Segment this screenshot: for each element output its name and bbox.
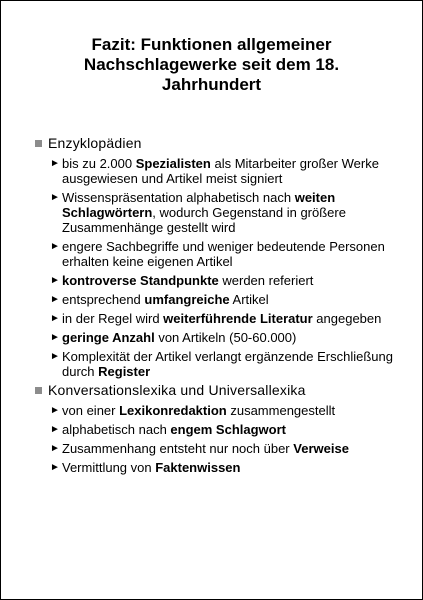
list-item (1, 190, 422, 235)
list-item (1, 403, 422, 418)
arrow-bullet-icon: ► (50, 424, 60, 435)
item-text: Komplexität der Artikel verlangt ergänzende Erschließung durch (62, 349, 393, 379)
square-bullet-icon (35, 387, 42, 394)
item-text: als Mitarbeiter großer Werke ausgewiesen und Artikel meist signiert (62, 156, 379, 186)
item-text: angegeben (312, 311, 382, 326)
list-item (1, 311, 422, 326)
arrow-bullet-icon: ► (50, 351, 60, 362)
arrow-bullet-icon: ► (50, 158, 60, 169)
item-text: Wissenspräsentation alphabetisch nach (62, 190, 295, 205)
arrow-bullet-icon: ► (50, 192, 60, 203)
item-text: entsprechend (62, 292, 145, 307)
arrow-bullet-icon: ► (50, 313, 60, 324)
emphasis-text: engem Schlagwort (170, 422, 286, 437)
emphasis-text: geringe Anzahl (62, 330, 155, 345)
section-heading (1, 135, 422, 152)
item-text: von Artikeln (50-60.000) (154, 330, 297, 345)
arrow-bullet-icon: ► (50, 241, 60, 252)
emphasis-text: Spezialisten (135, 156, 211, 171)
arrow-bullet-icon: ► (50, 332, 60, 343)
item-text: von einer (62, 403, 120, 418)
section-heading-text: Konversationslexika und Universallexika (48, 382, 306, 398)
emphasis-text: Faktenwissen (155, 460, 241, 475)
bullet-list (1, 132, 422, 475)
arrow-bullet-icon: ► (50, 462, 60, 473)
slide-title (1, 35, 422, 95)
arrow-bullet-icon: ► (50, 275, 60, 286)
emphasis-text: umfangreiche (144, 292, 230, 307)
title-line-3: Jahrhundert (161, 75, 262, 94)
item-text: , wodurch Gegenstand in größere Zusammenhänge gestellt wird (62, 205, 346, 235)
arrow-bullet-icon: ► (50, 294, 60, 305)
item-text: zusammengestellt (226, 403, 336, 418)
item-text: alphabetisch nach (62, 422, 171, 437)
emphasis-text: Lexikonredaktion (119, 403, 227, 418)
title-line-1: Fazit: Funktionen allgemeiner (91, 35, 332, 54)
list-item (1, 441, 422, 456)
arrow-bullet-icon: ► (50, 405, 60, 416)
list-item (1, 349, 422, 379)
section-heading-text: Enzyklopädien (48, 135, 142, 151)
section-heading (1, 382, 422, 399)
item-text: engere Sachbegriffe und weniger bedeutende Personen erhalten keine eigenen Artikel (62, 239, 385, 269)
list-item (1, 239, 422, 269)
emphasis-text: weiten Schlagwörtern (62, 190, 336, 220)
list-item (1, 273, 422, 288)
list-item (1, 292, 422, 307)
square-bullet-icon (35, 140, 42, 147)
list-item (1, 156, 422, 186)
emphasis-text: Register (98, 364, 151, 379)
emphasis-text: kontroverse Standpunkte (62, 273, 219, 288)
emphasis-text: weiterführende Literatur (163, 311, 313, 326)
item-text: werden referiert (218, 273, 314, 288)
item-text: Vermittlung von (62, 460, 156, 475)
item-text: bis zu 2.000 (62, 156, 136, 171)
list-item (1, 460, 422, 475)
emphasis-text: Verweise (293, 441, 349, 456)
item-text: in der Regel wird (62, 311, 164, 326)
arrow-bullet-icon: ► (50, 443, 60, 454)
item-text: Zusammenhang entsteht nur noch über (62, 441, 294, 456)
list-item (1, 422, 422, 437)
title-line-2: Nachschlagewerke seit dem 18. (83, 55, 340, 74)
list-item (1, 330, 422, 345)
item-text: Artikel (229, 292, 269, 307)
